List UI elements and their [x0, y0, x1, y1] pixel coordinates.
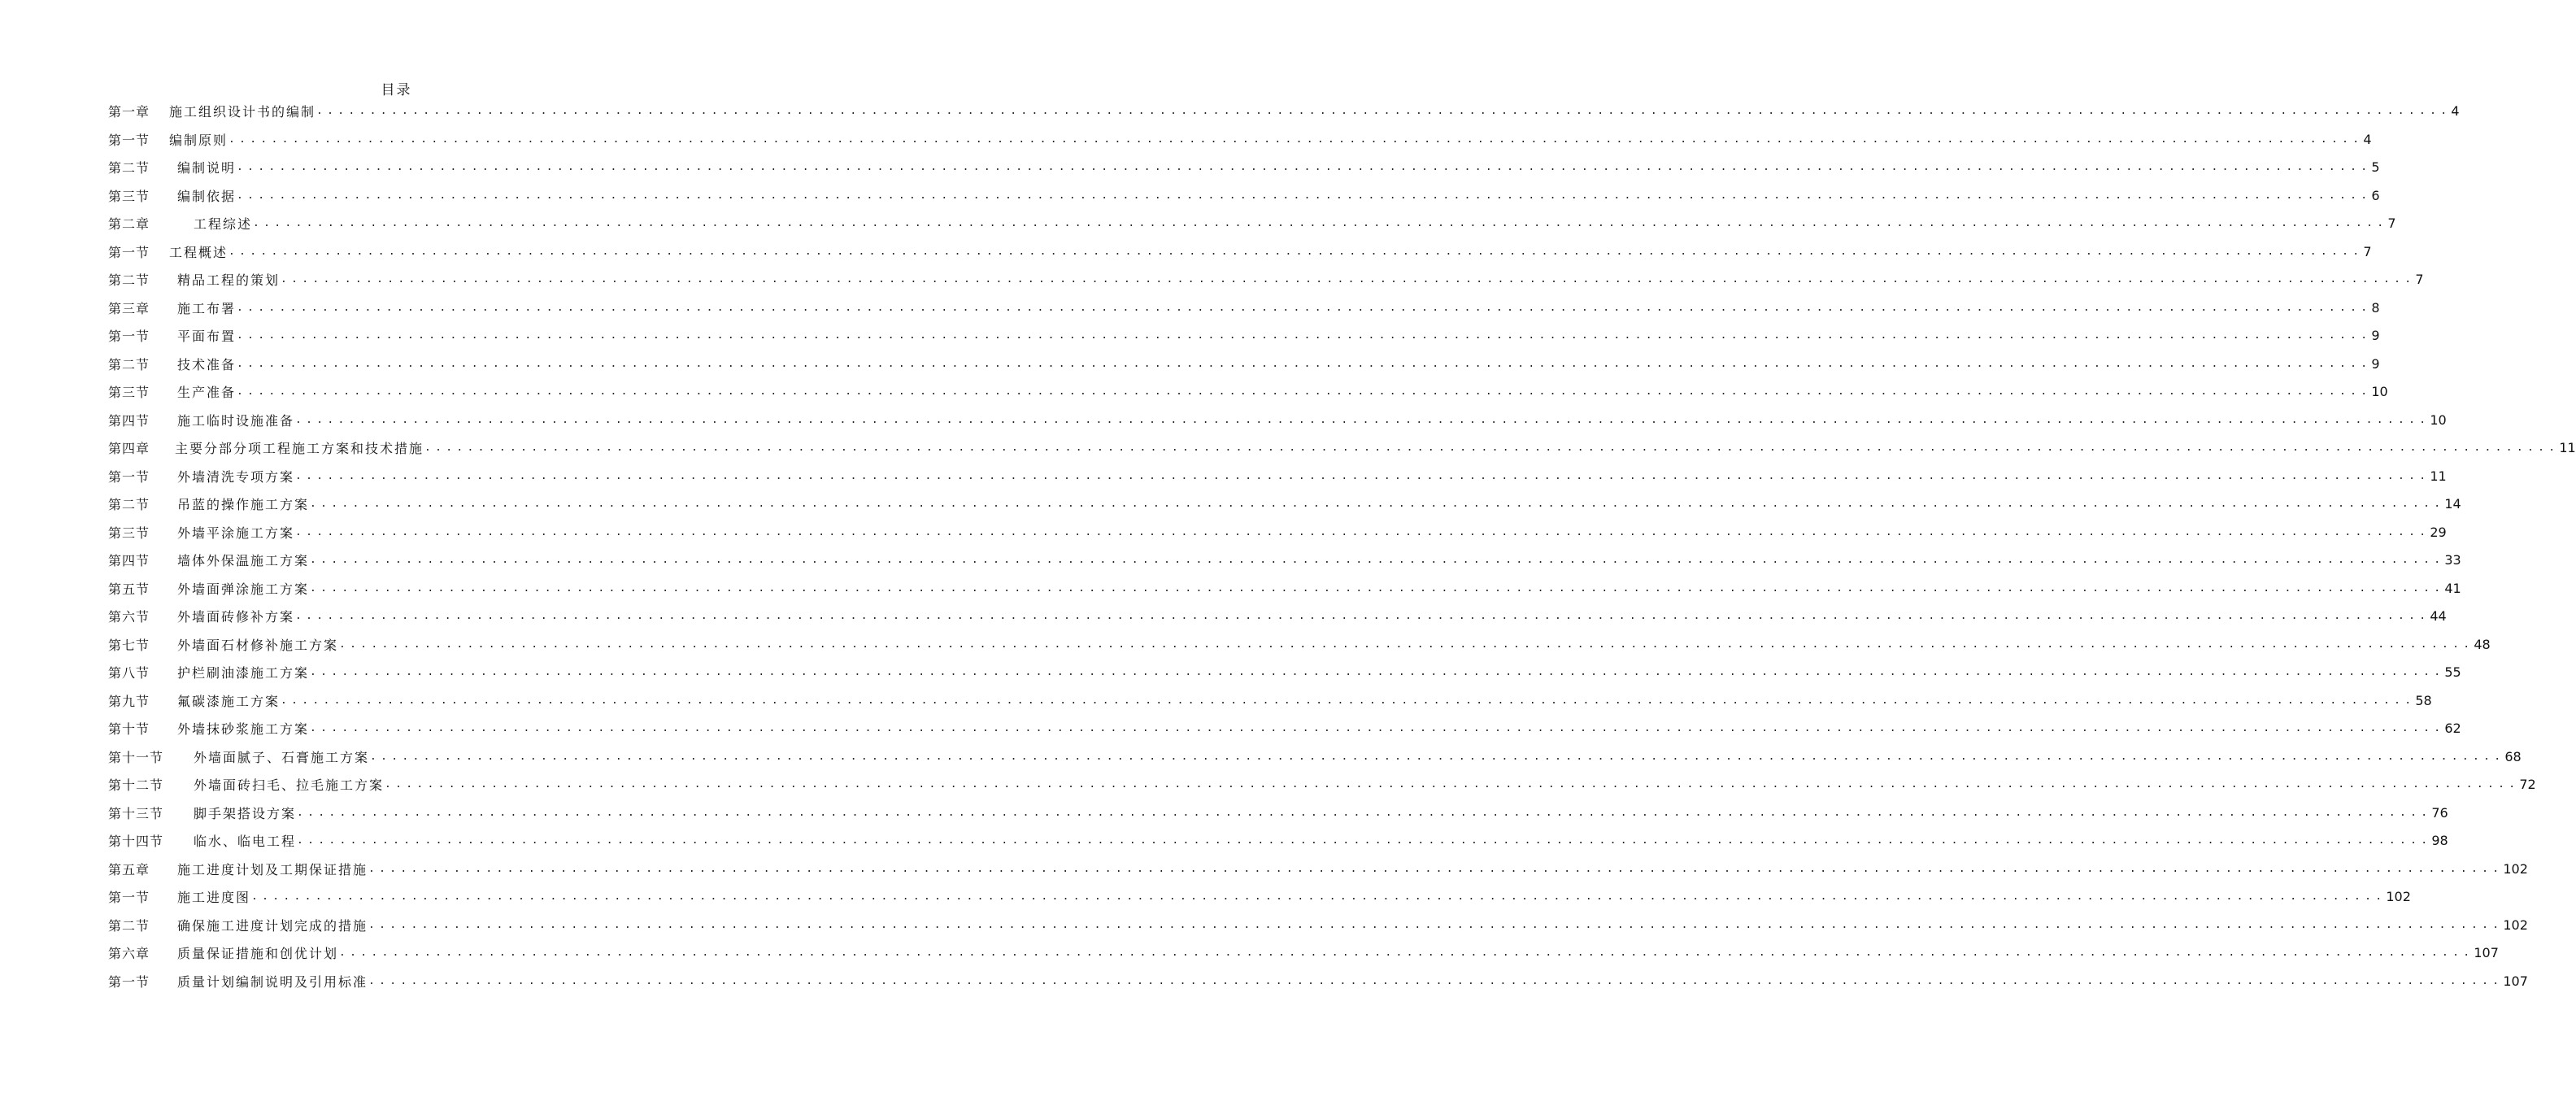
toc-entry-number: 第一节 — [108, 244, 150, 260]
toc-entry-label: 外墙抹砂浆施工方案 — [177, 721, 310, 737]
toc-entry-label: 外墙面腻子、石膏施工方案 — [194, 749, 370, 765]
toc-entry[interactable] — [108, 157, 2380, 176]
toc-entry-page-number: 102 — [2386, 888, 2411, 904]
dot-leader: ........................................................................................................................................................................................................ — [297, 806, 2432, 819]
toc-entry-page-number: 7 — [2363, 243, 2372, 259]
toc-entry-number: 第三节 — [108, 384, 150, 400]
toc-entry-number: 第三节 — [108, 525, 150, 541]
dot-leader: ........................................................................................................................................................................................................ — [310, 721, 2445, 734]
toc-entry[interactable] — [108, 859, 2528, 878]
toc-entry[interactable] — [108, 971, 2528, 991]
toc-entry-number: 第四节 — [108, 552, 150, 568]
dot-leader: ........................................................................................................................................................................................................ — [295, 609, 2430, 622]
toc-entry-number: 第二节 — [108, 917, 150, 934]
toc-entry[interactable] — [108, 269, 2424, 289]
toc-entry-page-number: 68 — [2504, 748, 2522, 764]
toc-entry-number: 第十三节 — [108, 805, 164, 821]
dot-leader: ........................................................................................................................................................................................................ — [316, 104, 2452, 117]
dot-leader: ........................................................................................................................................................................................................ — [237, 357, 2372, 370]
dot-leader: ........................................................................................................................................................................................................ — [310, 553, 2445, 566]
toc-entry-label: 编制依据 — [177, 188, 237, 204]
toc-entry-label: 氟碳漆施工方案 — [177, 693, 281, 709]
toc-entry-page-number: 29 — [2430, 524, 2447, 540]
toc-entry[interactable] — [108, 185, 2380, 205]
toc-entry-label: 墙体外保温施工方案 — [177, 552, 310, 568]
toc-entry-page-number: 7 — [2387, 215, 2396, 231]
toc-entry-number: 第一节 — [108, 468, 150, 485]
toc-entry[interactable] — [108, 915, 2528, 934]
toc-entry-number: 第一节 — [108, 132, 150, 148]
toc-entry[interactable] — [108, 606, 2447, 625]
toc-entry[interactable] — [108, 410, 2447, 429]
dot-leader: ........................................................................................................................................................................................................ — [295, 525, 2430, 538]
toc-entry-number: 第四章 — [108, 440, 150, 456]
dot-leader: ........................................................................................................................................................................................................ — [339, 638, 2474, 651]
toc-entry-label: 外墙面弹涂施工方案 — [177, 581, 310, 597]
toc-entry[interactable] — [108, 830, 2448, 850]
toc-entry[interactable] — [108, 381, 2388, 401]
toc-entry[interactable] — [108, 494, 2461, 513]
toc-entry-page-number: 102 — [2503, 917, 2528, 933]
toc-entry-number: 第一章 — [108, 103, 150, 120]
toc-entry-page-number: 62 — [2444, 720, 2461, 736]
toc-entry-page-number: 9 — [2371, 355, 2380, 372]
toc-entry-number: 第五节 — [108, 581, 150, 597]
toc-entry-label: 平面布置 — [177, 328, 237, 344]
dot-leader: ........................................................................................................................................................................................................ — [237, 385, 2372, 398]
toc-entry-page-number: 58 — [2415, 692, 2432, 708]
dot-leader: ........................................................................................................................................................................................................ — [251, 890, 2387, 903]
dot-leader: ........................................................................................................................................................................................................ — [295, 413, 2430, 426]
toc-entry-page-number: 107 — [2474, 944, 2499, 960]
toc-entry-page-number: 76 — [2431, 804, 2448, 821]
toc-entry-label: 外墙清洗专项方案 — [177, 468, 295, 485]
dot-leader: ........................................................................................................................................................................................................ — [237, 189, 2372, 202]
toc-entry-page-number: 8 — [2371, 299, 2380, 316]
dot-leader: ........................................................................................................................................................................................................ — [281, 272, 2416, 285]
toc-entry-label: 工程综述 — [194, 216, 253, 232]
toc-entry-number: 第一节 — [108, 973, 150, 990]
toc-entry-page-number: 41 — [2444, 580, 2461, 596]
toc-entry-number: 第十二节 — [108, 777, 164, 793]
toc-entry[interactable] — [108, 298, 2380, 317]
toc-entry-label: 外墙面砖修补方案 — [177, 608, 295, 625]
toc-entry-number: 第十四节 — [108, 833, 164, 849]
toc-entry-number: 第三章 — [108, 300, 150, 316]
toc-entry-label: 施工临时设施准备 — [177, 412, 295, 429]
dot-leader: ........................................................................................................................................................................................................ — [237, 301, 2372, 314]
toc-entry-number: 第二节 — [108, 496, 150, 512]
dot-leader: ........................................................................................................................................................................................................ — [253, 216, 2388, 229]
toc-entry-label: 编制说明 — [177, 159, 237, 176]
dot-leader: ........................................................................................................................................................................................................ — [228, 245, 2364, 258]
toc-entry-number: 第二节 — [108, 159, 150, 176]
toc-entry[interactable] — [108, 550, 2461, 569]
toc-entry-label: 主要分部分项工程施工方案和技术措施 — [175, 440, 424, 456]
dot-leader: ........................................................................................................................................................................................................ — [424, 441, 2560, 454]
toc-entry-page-number: 102 — [2503, 860, 2528, 877]
toc-entry[interactable] — [108, 213, 2396, 233]
toc-entry-number: 第十一节 — [108, 749, 164, 765]
toc-entry-number: 第七节 — [108, 637, 150, 653]
toc-entry[interactable] — [108, 325, 2380, 345]
toc-entry-page-number: 4 — [2363, 131, 2372, 147]
toc-entry-page-number: 11 — [2559, 439, 2576, 455]
toc-entry-label: 外墙平涂施工方案 — [177, 525, 295, 541]
toc-entry-label: 精品工程的策划 — [177, 272, 281, 288]
toc-entry[interactable] — [108, 747, 2522, 766]
dot-leader: ........................................................................................................................................................................................................ — [237, 160, 2372, 173]
toc-entry-label: 工程概述 — [169, 244, 228, 260]
toc-entry-label: 脚手架搭设方案 — [194, 805, 297, 821]
toc-entry-page-number: 72 — [2519, 776, 2536, 792]
toc-entry-number: 第十节 — [108, 721, 150, 737]
toc-entry[interactable] — [108, 886, 2411, 906]
dot-leader: ........................................................................................................................................................................................................ — [339, 946, 2474, 959]
dot-leader: ........................................................................................................................................................................................................ — [368, 862, 2504, 875]
dot-leader: ........................................................................................................................................................................................................ — [310, 581, 2445, 594]
toc-entry-page-number: 48 — [2474, 636, 2491, 652]
toc-entry-label: 外墙面石材修补施工方案 — [177, 637, 339, 653]
toc-entry[interactable] — [108, 774, 2536, 794]
toc-entry-page-number: 7 — [2415, 271, 2424, 287]
toc-entry[interactable] — [108, 466, 2447, 486]
toc-entry-page-number: 55 — [2444, 664, 2461, 680]
toc-entry-page-number: 11 — [2430, 468, 2447, 484]
dot-leader: ........................................................................................................................................................................................................ — [370, 750, 2505, 763]
toc-entry-label: 施工进度图 — [177, 889, 251, 905]
toc-entry-page-number: 10 — [2430, 412, 2447, 428]
toc-entry-label: 外墙面砖扫毛、拉毛施工方案 — [194, 777, 385, 793]
toc-entry-page-number: 5 — [2371, 159, 2380, 175]
toc-entry-number: 第五章 — [108, 861, 150, 877]
toc-entry-label: 生产准备 — [177, 384, 237, 400]
toc-entry-number: 第二节 — [108, 272, 150, 288]
toc-entry[interactable] — [108, 578, 2461, 598]
toc-entry[interactable] — [108, 129, 2372, 149]
toc-entry-number: 第一节 — [108, 889, 150, 905]
toc-entry-label: 吊蓝的操作施工方案 — [177, 496, 310, 512]
toc-entry[interactable] — [108, 690, 2432, 710]
dot-leader: ........................................................................................................................................................................................................ — [228, 133, 2364, 146]
toc-entry-page-number: 4 — [2451, 102, 2460, 119]
toc-entry-page-number: 98 — [2431, 832, 2448, 848]
toc-entry-number: 第三节 — [108, 188, 150, 204]
toc-entry[interactable] — [108, 101, 2460, 120]
toc-entry-page-number: 33 — [2444, 551, 2461, 568]
toc-entry-label: 质量计划编制说明及引用标准 — [177, 973, 368, 990]
dot-leader: ........................................................................................................................................................................................................ — [295, 469, 2430, 482]
toc-entry-label: 编制原则 — [169, 132, 228, 148]
toc-entry-number: 第八节 — [108, 664, 150, 681]
toc-entry-label: 护栏刷油漆施工方案 — [177, 664, 310, 681]
toc-entry[interactable] — [108, 634, 2491, 654]
toc-entry[interactable] — [108, 943, 2499, 962]
toc-entry[interactable] — [108, 354, 2380, 373]
toc-entry[interactable] — [108, 522, 2447, 542]
dot-leader: ........................................................................................................................................................................................................ — [297, 834, 2432, 847]
toc-entry-label: 施工组织设计书的编制 — [169, 103, 316, 120]
toc-entry-page-number: 107 — [2503, 973, 2528, 989]
toc-entry-label: 技术准备 — [177, 356, 237, 372]
toc-title: 目录 — [381, 82, 412, 98]
toc-entry-number: 第九节 — [108, 693, 150, 709]
toc-entry-label: 施工进度计划及工期保证措施 — [177, 861, 368, 877]
toc-entry-number: 第二章 — [108, 216, 150, 232]
dot-leader: ........................................................................................................................................................................................................ — [368, 974, 2504, 987]
toc-entry-number: 第六节 — [108, 608, 150, 625]
toc-entry[interactable] — [108, 242, 2372, 261]
toc-entry-page-number: 14 — [2444, 495, 2461, 512]
toc-entry[interactable] — [108, 718, 2461, 738]
dot-leader: ........................................................................................................................................................................................................ — [310, 497, 2445, 510]
toc-entry-page-number: 44 — [2430, 607, 2447, 624]
toc-entry-page-number: 6 — [2371, 187, 2380, 203]
dot-leader: ........................................................................................................................................................................................................ — [385, 777, 2520, 790]
dot-leader: ........................................................................................................................................................................................................ — [237, 329, 2372, 342]
toc-entry-label: 临水、临电工程 — [194, 833, 297, 849]
toc-entry-page-number: 10 — [2371, 383, 2388, 399]
toc-entry-page-number: 9 — [2371, 327, 2380, 343]
toc-entry-label: 施工布署 — [177, 300, 237, 316]
dot-leader: ........................................................................................................................................................................................................ — [368, 918, 2504, 931]
toc-entry-number: 第一节 — [108, 328, 150, 344]
toc-entry-number: 第二节 — [108, 356, 150, 372]
dot-leader: ........................................................................................................................................................................................................ — [310, 665, 2445, 678]
toc-entry-label: 质量保证措施和创优计划 — [177, 945, 339, 961]
toc-entry[interactable] — [108, 438, 2576, 457]
dot-leader: ........................................................................................................................................................................................................ — [281, 694, 2416, 707]
toc-entry-number: 第四节 — [108, 412, 150, 429]
toc-entry[interactable] — [108, 803, 2448, 822]
toc-entry[interactable] — [108, 662, 2461, 681]
toc-entry-number: 第六章 — [108, 945, 150, 961]
toc-entry-label: 确保施工进度计划完成的措施 — [177, 917, 368, 934]
